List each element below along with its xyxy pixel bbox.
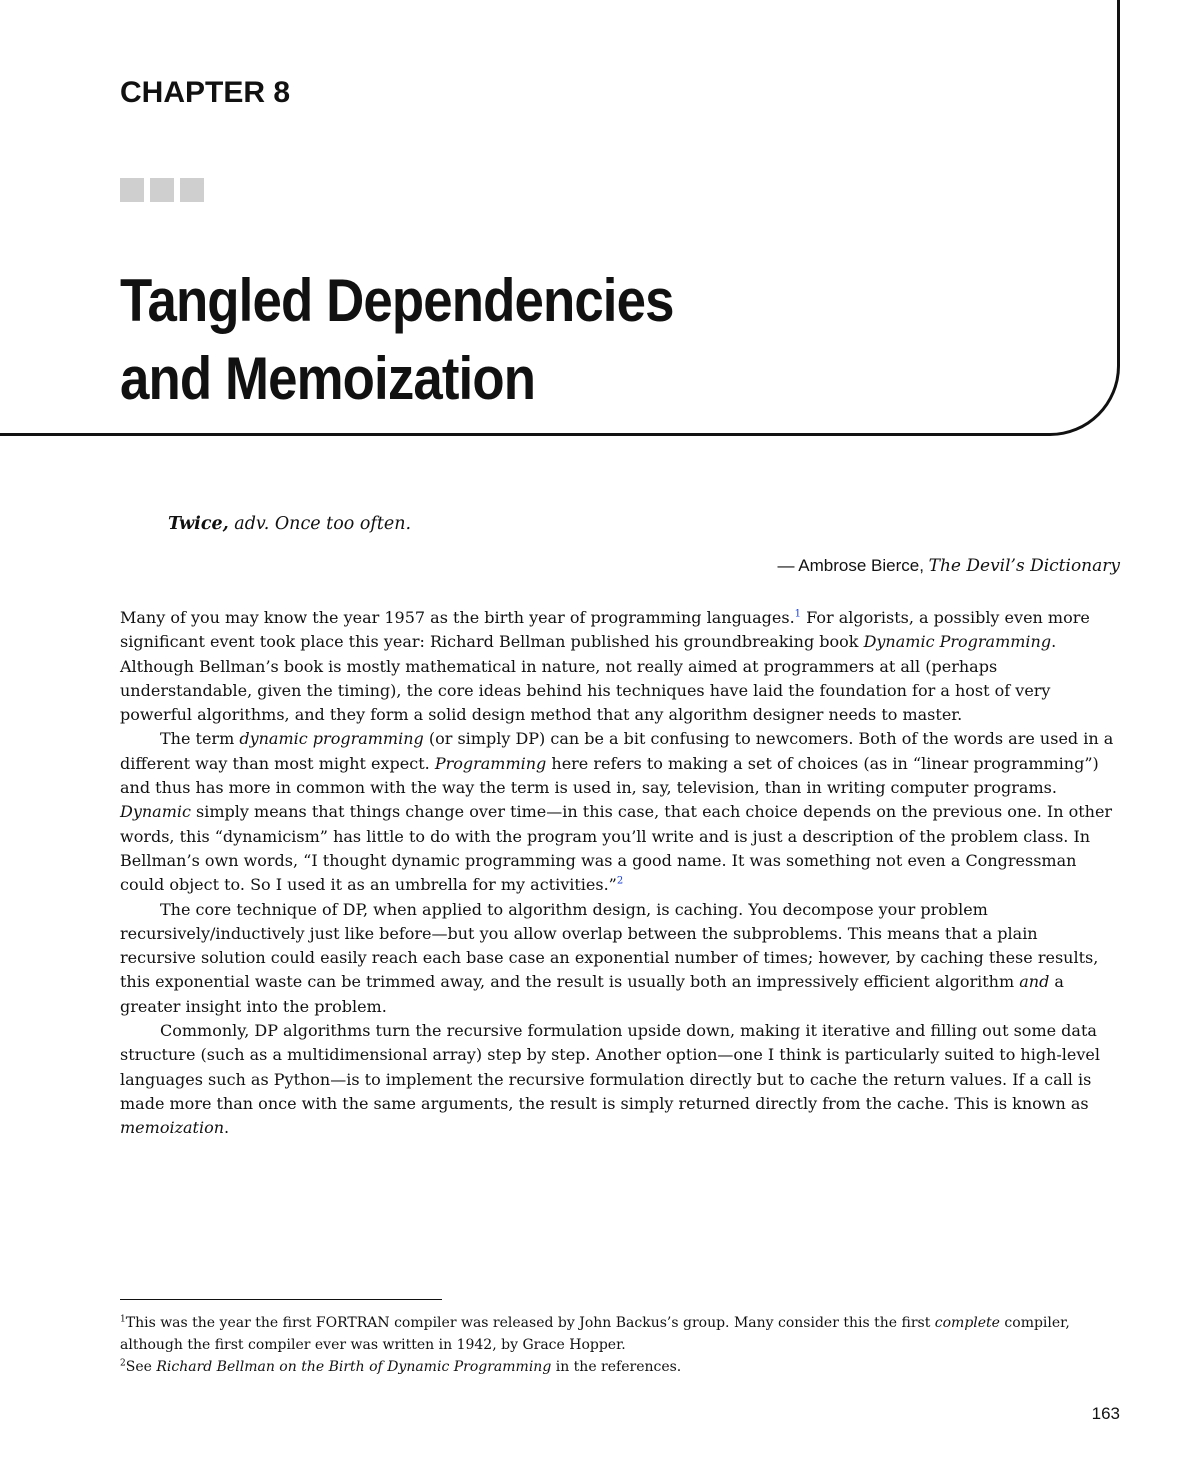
footnote-ref-2[interactable]: 2: [616, 875, 624, 887]
text-run: simply means that things change over time—in this case, that each choice depends on the previous one. In other words, this “dynamicism” has little to do with the program you’ll write and is just a description of the problem class. In Bellman’s own words, “I thought dynamic programming was a good name. It was something not even a Congressman could object to. So I used it as an umbrella for my activities.”: [120, 802, 1113, 895]
emphasis: dynamic programming: [239, 729, 424, 749]
text-run: (or simply DP) can be a bit confusing to newcomers. Both of the words are used in a different way than most might expect.: [120, 729, 1114, 773]
paragraph-3: [120, 898, 1116, 1019]
paragraph-2: [120, 727, 1116, 897]
text-run: compiler, although the first compiler ever was written in 1942, by Grace Hopper.: [120, 1315, 1070, 1353]
book-title: Dynamic Programming: [863, 632, 1052, 652]
emphasis: memoization: [120, 1118, 225, 1138]
text-run: .: [224, 1118, 230, 1138]
text-run: a greater insight into the problem.: [120, 972, 1064, 1016]
footnote-mark: 2: [120, 1358, 126, 1369]
text-run: This was the year the first FORTRAN compiler was released by John Backus’s group. Many consider this the first: [125, 1315, 935, 1331]
decor-square: [150, 178, 174, 202]
epigraph-quote: [168, 514, 411, 534]
footnote-divider: [120, 1299, 442, 1300]
chapter-decoration: [120, 178, 204, 202]
decor-square: [120, 178, 144, 202]
decor-square: [180, 178, 204, 202]
paragraph-4: [120, 1019, 1116, 1140]
text-run: . Although Bellman’s book is mostly mathematical in nature, not really aimed at programmers at all (perhaps understandable, given the timing), the core ideas behind his techniques have laid the foundation for a host of very powerful algorithms, and they form a solid design method that any algorithm designer needs to master.: [120, 632, 1057, 725]
chapter-label: CHAPTER 8: [120, 76, 291, 109]
footnote-2: [120, 1356, 1120, 1378]
emphasis: complete: [934, 1315, 1000, 1331]
text-run: For algorists, a possibly even more significant event took place this year: Richard Bellman published his groundbreaking book: [120, 608, 1090, 652]
attribution-work: The Devil’s Dictionary: [928, 556, 1120, 576]
text-run: Many of you may know the year 1957 as the birth year of programming languages.: [120, 608, 795, 627]
chapter-title-line1: Tangled Dependencies: [120, 267, 674, 334]
attribution-prefix: — Ambrose Bierce,: [777, 556, 929, 575]
text-run: The core technique of DP, when applied to algorithm design, is caching. You decompose your problem recursively/inductively just like before—but you allow overlap between the subproblems. This means that a plain recursive solution could easily reach each base case an exponential number of times; however, by caching these results, this exponential waste can be trimmed away, and the result is usually both an impressively efficient algorithm: [120, 899, 1099, 992]
text-run: in the references.: [551, 1359, 682, 1375]
reference-title: Richard Bellman on the Birth of Dynamic Programming: [156, 1359, 552, 1375]
epigraph-definition: adv. Once too often.: [228, 514, 412, 534]
text-run: See: [125, 1359, 157, 1375]
text-run: The term: [160, 729, 240, 749]
footnote-ref-1[interactable]: 1: [794, 608, 802, 620]
emphasis: Dynamic: [120, 802, 191, 822]
epigraph-term: Twice,: [168, 514, 229, 534]
text-run: here refers to making a set of choices (as in “linear programming”) and thus has more in common with the way the term is used in, say, television, than in writing computer programs.: [120, 753, 1099, 798]
footnote-1: [120, 1312, 1120, 1356]
page-number: 163: [1091, 1404, 1120, 1423]
footnotes: [120, 1312, 1120, 1378]
text-run: Commonly, DP algorithms turn the recursive formulation upside down, making it iterative and filling out some data structure (such as a multidimensional array) step by step. Another option—one I think is particularly suited to high-level languages such as Python—is to implement the recursive formulation directly but to cache the return values. If a call is made more than once with the same arguments, the result is simply returned directly from the cache. This is known as: [120, 1021, 1101, 1113]
footnote-mark: 1: [120, 1314, 126, 1325]
emphasis: and: [1019, 972, 1050, 992]
emphasis: Programming: [434, 753, 547, 773]
body-text: [120, 606, 1116, 1141]
chapter-title: [120, 262, 674, 418]
epigraph-attribution: [777, 556, 1120, 576]
chapter-title-line2: and Memoization: [120, 345, 536, 412]
paragraph-1: [120, 606, 1116, 727]
